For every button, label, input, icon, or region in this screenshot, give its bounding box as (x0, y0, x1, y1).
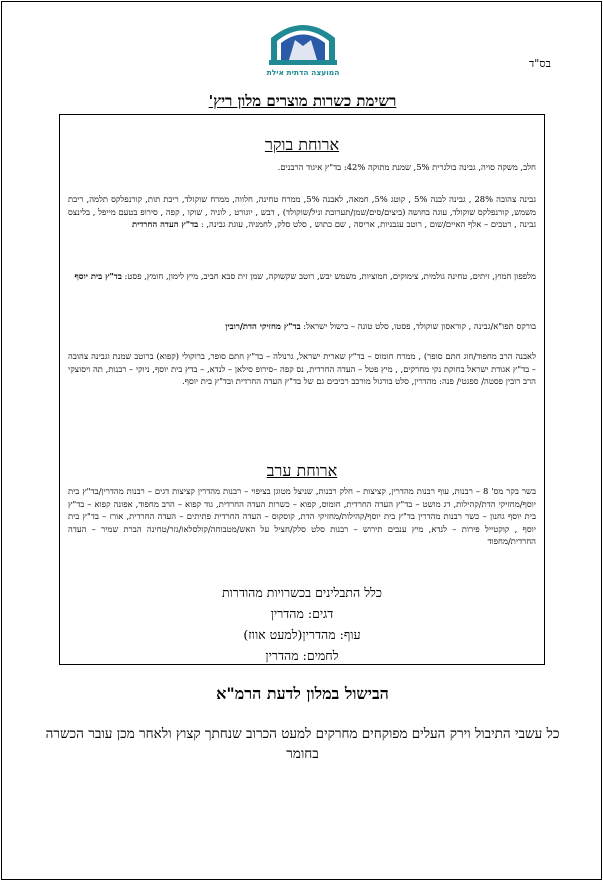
closing-block (60, 582, 544, 666)
closing-fish: דגים: מהדרין (270, 606, 334, 621)
logo-emblem-icon (265, 14, 341, 84)
document-page (1, 1, 602, 880)
closing-spices: כלל התבלינים בכשרויות מהודרות (221, 585, 383, 600)
page-title: רשימת כשרות מוצרים מלון ריץ' (208, 92, 397, 110)
breakfast-dairy-text: חלב, משקה סויה, גבינה בולגרית 5%, שמנת מתוקה 42%: בד"ץ איגוד הרבנים. (277, 162, 536, 172)
breakfast-cert-beit-yosef: בד"ץ בית יוסף (74, 271, 122, 281)
religious-council-logo (265, 14, 341, 84)
logo-text: המועצה הדתית אילת (266, 68, 340, 77)
breakfast-pickles-text: מלפפון חמוץ, זיתים, טחינה גולמית, צימוקים, חמוציות, משמש יבש, רוטב שקשוקה, שמן זית סבא חביב, מיץ לימון, חומץ, פסט: (124, 271, 536, 281)
breakfast-cert-edah: בד"ץ העדה החרדית (131, 219, 199, 229)
breakfast-pastries-text: בורקס תפו"א/גבינה , קוראסון שוקולד, פסטו, סלט טונה – בישול ישראל: (300, 321, 536, 331)
dinner-paragraph (68, 485, 536, 548)
dinner-title: ארוחת ערב (266, 461, 338, 480)
breakfast-paragraph-2 (68, 193, 536, 231)
breakfast-paragraph-1 (68, 161, 536, 174)
breakfast-paragraph-4 (68, 320, 536, 333)
breakfast-title: ארוחת בוקר (264, 135, 340, 154)
herbs-note: כל עשבי התיבול וירק העלים מפוקחים מחרקים למעט הכרוב שנחתך קצוץ ולאחר מכן עובר הכשרה בחומר (45, 726, 560, 762)
closing-poultry: עוף: מהדרין(למעט אווז) (243, 627, 361, 642)
breakfast-cert-machzikei: בד"ץ מחזיקי הדת/רובין (225, 321, 301, 331)
bsd-mark: בס"ד (529, 57, 551, 70)
breakfast-paragraph-3 (68, 270, 536, 283)
closing-bread: לחמים: מהדרין (265, 648, 339, 663)
breakfast-misc-text: לאבנה הרב מחפוד/חוג חתם סופר) , ממרח חומוס – בד"ץ שארית ישראל, גרנולה – בד"ץ חתם סופר, ברוקולי (קפוא) ברוטב שמנת וגבינה צהובה – בד"ץ אגודת ישראל בחוקת נקי מחרקים, , מיץ פטל – העדה החרדית, נס קפה –סירופ סילאן – לנדא, – בדץ בית יוסף, ניוקי – רבנות, תה ויסוצקי הרב רובין פסטה/ ספגטי/ פנה: מהדרין, סלט בורגול מורכב רכיבים גם של בד"ץ העדה החרדית ובד"ץ בית יוסף. (68, 351, 536, 386)
products-box (59, 114, 545, 665)
cooking-heading: הבישול במלון לדעת הרמ"א (216, 684, 389, 703)
breakfast-list-text: גבינה צהובה 28% , גבינה לבנה 5% , קוטג 5%, חמאה, לאבנה 5%, ממרח טחינה, חלווה, ממרח שוקולד, ריבת תות, קורנפלקס תלמה, ריבת משמש, קורנפלקס שוקולד, עוגה בחושה (ביצים/סים/שמן/תערובת וניל/שוקולד) , דבש , יוגורט , לוניה , שוקו , קפה , סירופ בטעם מייפל , בלינצס גבינה , רטבים – אלף האיים/שום , רוטב עגבניות, אריסה , שם כתוש , סלט סלק, לחמניה, עוגת גבינה, : (68, 194, 536, 229)
dinner-list-text: בשר בקר מס' 8 – רבנות, עוף רבנות מהדרין, קציצות – חלק רבנות, שניצל מטוגן בציפוי – רבנות מהדרין קציצות דגים – רבנות מהדרין/בד"ץ בית יוסף/מחזיקי הדת/קהילות, דג מושט – בד"ץ העדה החרדית, חומוס, קפוא – כשרות העדה החרדית, גוד קפוא – הרב מחפוד, אפונה קפוא – בד"ץ בית יוסף גחנון – כשר רבנות מהדרין בד"ץ בית יוסף/קהילות/מחזיקי הדת, קוסקוס – העדה החרדית פתיתים – העדה החרדית, אורז – בד"ץ בית יוסף , קוקטייל פירות – לנדא, מיץ ענבים תירוש – רבנות סלט סלק/חציל על האש/מטבוחה/קולסלאו/גזר/טחינה הברת שמיר – העדה החרדית/מחפוד (68, 486, 537, 546)
breakfast-paragraph-5 (68, 350, 536, 388)
